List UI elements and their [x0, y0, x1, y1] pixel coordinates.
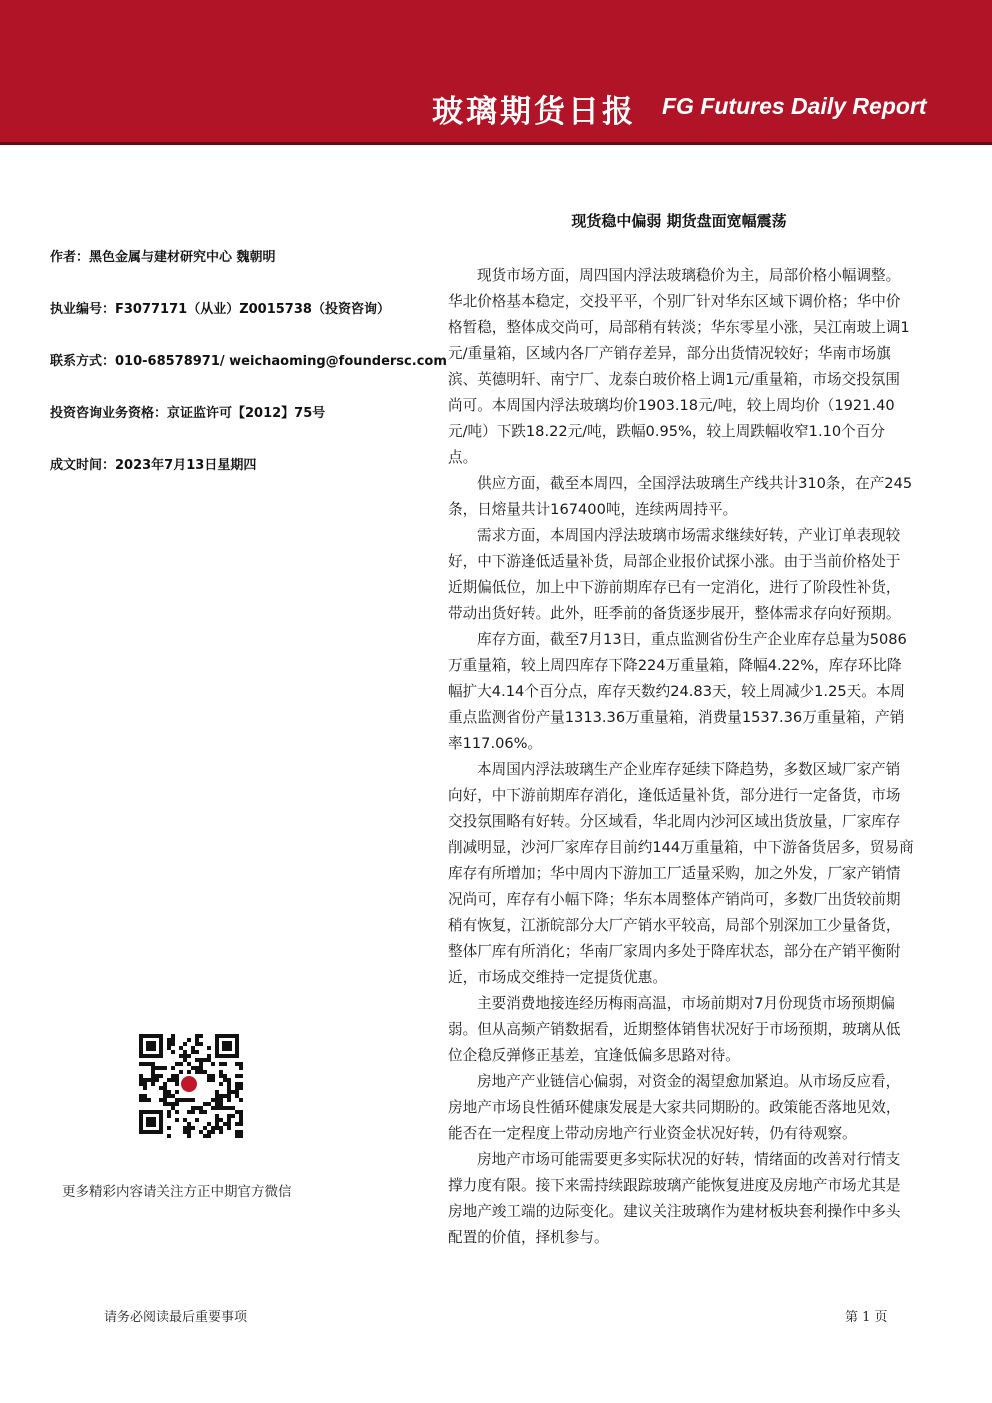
header-divider	[0, 142, 992, 145]
wechat-qr-code	[135, 1030, 243, 1138]
author-line: 作者：黑色金属与建材研究中心 魏朝明	[50, 250, 276, 265]
date-line: 成文时间：2023年7月13日星期四	[50, 458, 257, 473]
qr-caption: 更多精彩内容请关注方正中期官方微信	[62, 1184, 292, 1200]
license-line: 执业编号：F3077171（从业）Z0015738（投资咨询）	[50, 302, 390, 317]
paragraph-demand: 需求方面，本周国内浮法玻璃市场需求继续好转，产业订单表现较好，中下游逢低适量补货，局部企业报价试探小涨。由于当前价格处于近期偏低位，加上中下游前期库存已有一定消化，进行了阶段性补货，带动出货好转。此外，旺季前的备货逐步展开，整体需求存向好预期。	[448, 527, 901, 622]
qr-logo-icon	[181, 1076, 197, 1092]
paragraph-real-estate: 房地产产业链信心偏弱，对资金的渴望愈加紧迫。从市场反应看，房地产市场良性循环健康发展是大家共同期盼的。政策能否落地见效，能否在一定程度上带动房地产行业资金状况好转，仍有待观察。	[448, 1073, 901, 1142]
paragraph-spot-market: 现货市场方面，周四国内浮法玻璃稳价为主，局部价格小幅调整。华北价格基本稳定，交投平平，个别厂针对华东区域下调价格；华中价格暂稳，整体成交尚可，局部稍有转淡；华东零星小涨，吴江南玻上调1元/重量箱，区域内各厂产销存差异，部分出货情况较好；华南市场旗滨、英德明轩、南宁厂、龙泰白玻价格上调1元/重量箱，市场交投氛围尚可。本周国内浮法玻璃均价1903.18元/吨，较上周均价（1921.40元/吨）下跌18.22元/吨，跌幅0.95%，较上周跌幅收窄1.10个百分点。	[448, 267, 910, 466]
paragraph-outlook: 主要消费地接连经历梅雨高温，市场前期对7月份现货市场预期偏弱。但从高频产销数据看，近期整体销售状况好于市场预期，玻璃从低位企稳反弹修正基差，宜逢低偏多思路对待。	[448, 995, 901, 1064]
article-headline: 现货稳中偏弱 期货盘面宽幅震荡	[571, 212, 787, 230]
report-title-cn: 玻璃期货日报	[432, 94, 636, 130]
paragraph-strategy: 房地产市场可能需要更多实际状况的好转，情绪面的改善对行情支撑力度有限。接下来需持续跟踪玻璃产能恢复进度及房地产市场尤其是房地产竣工端的边际变化。建议关注玻璃作为建材板块套利操作中多头配置的价值，择机参与。	[448, 1151, 901, 1246]
paragraph-regional: 本周国内浮法玻璃生产企业库存延续下降趋势，多数区域厂家产销向好，中下游前期库存消化，逢低适量补货，部分进行一定备货，市场交投氛围略有好转。分区域看，华北周内沙河区域出货放量，厂家库存削减明显，沙河厂家库存目前约144万重量箱，中下游备货居多，贸易商库存有所增加；华中周内下游加工厂适量采购，加之外发，厂家产销情况尚可，库存有小幅下降；华东本周整体产销尚可，多数厂出货较前期稍有恢复，江浙皖部分大厂产销水平较高，局部个别深加工少量备货，整体厂库有所消化；华南厂家周内多处于降库状态，部分在产销平衡附近，市场成交维持一定提货优惠。	[448, 761, 914, 986]
footer-notice: 请务必阅读最后重要事项	[104, 1310, 248, 1325]
qualification-line: 投资咨询业务资格：京证监许可【2012】75号	[50, 406, 326, 421]
paragraph-inventory: 库存方面，截至7月13日，重点监测省份生产企业库存总量为5086万重量箱，较上周四库存下降224万重量箱，降幅4.22%，库存环比降幅扩大4.14个百分点，库存天数约24.83天，较上周减少1.25天。本周重点监测省份产量1313.36万重量箱，消费量1537.36万重量箱，产销率117.06%。	[448, 631, 907, 752]
page-number: 第 1 页	[845, 1310, 888, 1325]
paragraph-supply: 供应方面，截至本周四，全国浮法玻璃生产线共计310条，在产245条，日熔量共计167400吨，连续两周持平。	[448, 475, 913, 518]
contact-line: 联系方式：010-68578971/ weichaoming@foundersc.com	[50, 354, 447, 369]
article-body	[448, 263, 914, 1251]
report-title-en: FG Futures Daily Report	[662, 93, 927, 119]
